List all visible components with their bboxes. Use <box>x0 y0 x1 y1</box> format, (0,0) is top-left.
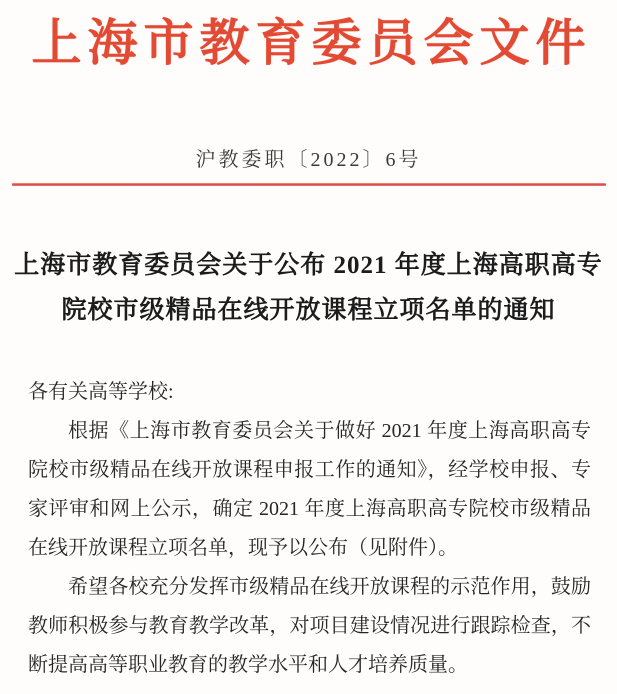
document-title-line-1: 上海市教育委员会关于公布 2021 年度上海高职高专 <box>14 252 603 279</box>
document-title <box>0 243 617 333</box>
agency-header-title: 上海市教育委员会文件 <box>31 15 592 71</box>
body-paragraph-1: 根据《上海市教育委员会关于做好 2021 年度上海高职高专院校市级精品在线开放课程申报工作的通知》，经学校申报、专家评审和网上公示，确定 2021 年度上海高职高专院校市级精品在线开放课程立项名单，现予以公布（见附件）。 <box>28 420 591 559</box>
document-reference-number: 沪教委职〔2022〕6号 <box>195 149 422 171</box>
red-divider-rule <box>12 183 606 186</box>
salutation: 各有关高等学校: <box>28 381 174 403</box>
body-paragraph-2: 希望各校充分发挥市级精品在线开放课程的示范作用，鼓励教师积极参与教育教学改革，对项目建设情况进行跟踪检查，不断提高高等职业教育的教学水平和人才培养质量。 <box>28 576 591 676</box>
document-title-line-2: 院校市级精品在线开放课程立项名单的通知 <box>61 297 556 324</box>
document-body <box>28 373 591 685</box>
